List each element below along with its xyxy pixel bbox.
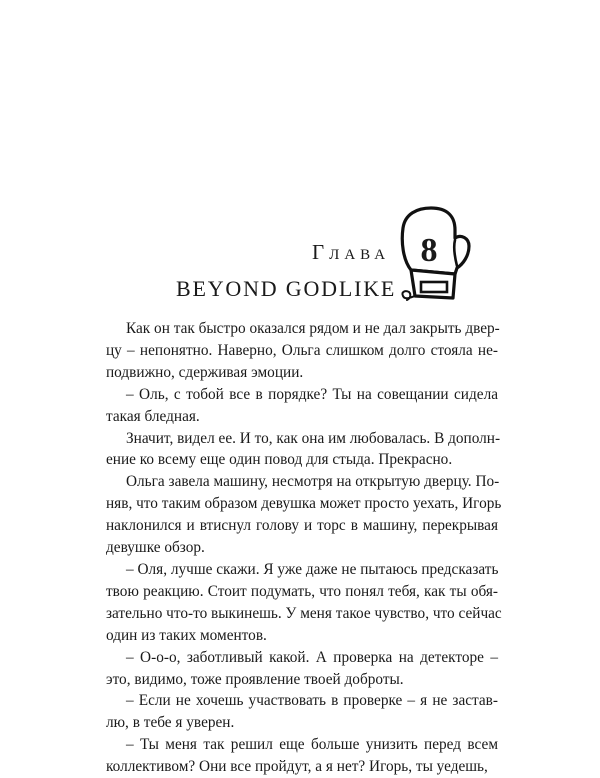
paragraph: [106, 647, 498, 691]
text-line: – Ты меня так решил еще больше унизить перед всем: [126, 736, 498, 754]
chapter-label: Глава: [312, 240, 391, 264]
paragraph: [106, 471, 502, 559]
text-line: девушке обзор.: [106, 539, 205, 557]
text-line: коллективом? Они все пройдут, а я нет? Игорь, ты уедешь,: [106, 758, 488, 776]
text-line: твою реакцию. Стоит подумать, что понял тебя, как ты обя-: [106, 582, 498, 600]
text-line: Как он так быстро оказался рядом и не дал закрыть двер-: [126, 320, 500, 337]
boxing-glove-icon: [397, 204, 471, 308]
text-line: ение ко всему еще один повод для стыда. Прекрасно.: [106, 451, 453, 469]
paragraph: [106, 559, 502, 647]
text-line: подвижно, сдерживая эмоции.: [106, 363, 304, 381]
text-line: цу – непонятно. Наверно, Ольга слишком долго стояла не-: [106, 341, 498, 359]
text-line: Значит, видел ее. И то, как она им любовалась. В дополн-: [126, 429, 501, 447]
chapter-body: [106, 318, 502, 778]
text-line: – Оль, с тобой все в порядке? Ты на совещании сидела: [126, 385, 498, 403]
chapter-title: BEYOND GODLIKE: [176, 276, 397, 301]
paragraph: [106, 318, 498, 384]
text-line: это, видимо, тоже проявление твоей доброты.: [106, 670, 404, 688]
text-line: няв, что таким образом девушка может просто уехать, Игорь: [106, 495, 502, 513]
text-line: Ольга завела машину, несмотря на открытую дверцу. По-: [126, 473, 500, 491]
paragraph: [106, 384, 498, 428]
paragraph: [106, 734, 498, 778]
paragraph: [106, 428, 501, 472]
text-line: – Оля, лучше скажи. Я уже даже не пытаюсь предсказать: [126, 560, 499, 578]
text-line: – О-о-о, заботливый какой. А проверка на детекторе –: [126, 648, 498, 666]
text-line: – Если не хочешь участвовать в проверке – я не застав-: [126, 692, 498, 710]
text-line: наклонился и втиснул голову и торс в машину, перекрывая: [106, 517, 498, 535]
text-line: такая бледная.: [106, 407, 200, 425]
text-line: лю, в тебе я уверен.: [106, 714, 235, 732]
paragraph: [106, 690, 498, 734]
text-line: один из таких моментов.: [106, 626, 267, 644]
text-line: зательно что-то выкинешь. У меня такое чувство, что сейчас: [106, 604, 502, 622]
chapter-number: 8: [420, 232, 438, 269]
